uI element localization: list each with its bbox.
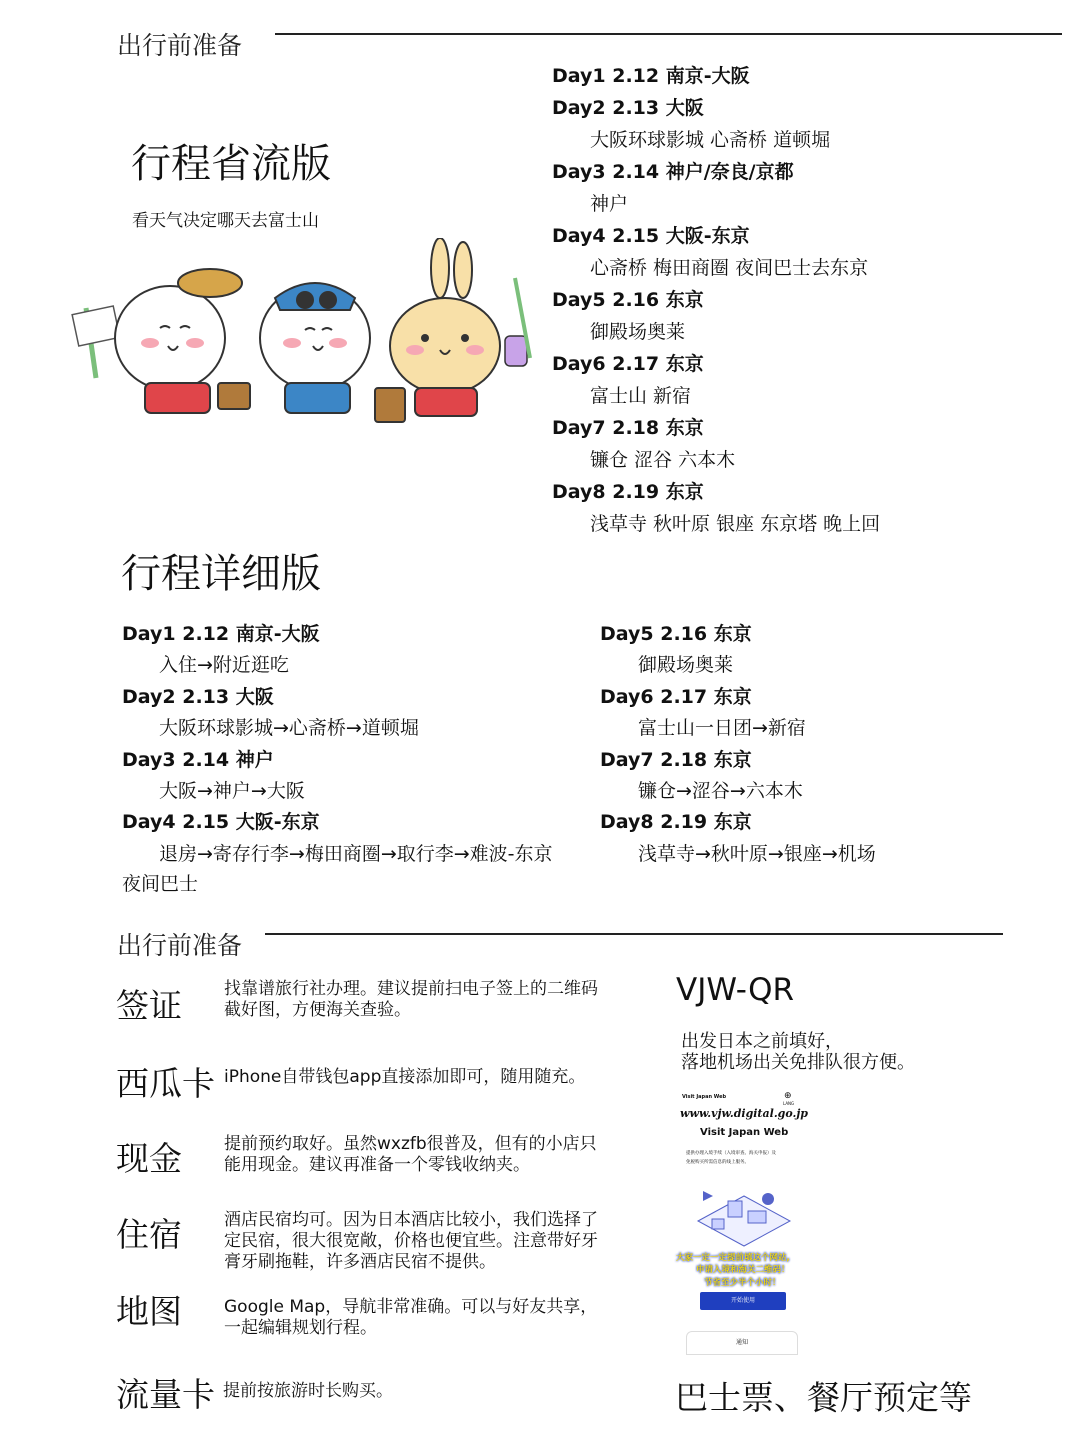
bunny-ear [431,238,449,298]
brief-day-activities: 镰仓 涩谷 六本木 [590,449,736,471]
detail-left-tail: 夜间巴士 [122,873,199,895]
brief-day-activities: 浅草寺 秋叶原 银座 东京塔 晚上回 [590,513,881,535]
header-rule [275,33,1062,35]
character-3-head [390,298,500,394]
brief-day-activities: 富士山 新宿 [590,385,692,407]
brief-day-title: Day7 2.18 东京 [552,417,704,439]
brief-day-activities: 心斋桥 梅田商圈 夜间巴士去东京 [590,257,869,279]
prep-description: Google Map，导航非常准确。可以与好友共享，一起编辑规划行程。 [224,1297,598,1338]
detail-day-route: 御殿场奥莱 [638,654,734,677]
detail-day-title: Day7 2.18 东京 [600,748,752,771]
brief-day-title: Day8 2.19 东京 [552,481,704,503]
character-1-head [115,286,225,390]
suitcase [218,383,250,409]
brief-day-title: Day1 2.12 南京-大阪 [552,65,750,87]
vjw-phone-screenshot [676,1083,812,1355]
detail-title: 行程详细版 [121,551,321,597]
sailor-cap [275,283,355,310]
notice-tab[interactable]: 通知 [686,1331,798,1355]
airport-illustration [688,1171,800,1255]
detail-day-title: Day2 2.13 大阪 [122,685,274,708]
detail-day-title: Day1 2.12 南京-大阪 [122,623,320,645]
character-2-shirt [285,383,350,413]
detail-day-title: Day6 2.17 东京 [600,685,752,708]
prep-category: 地图 [116,1292,182,1331]
character-3-shirt [415,388,477,416]
vjw-brand: Visit Japan Web [682,1094,727,1100]
section-header-2: 出行前准备 [117,931,243,960]
globe-icon[interactable]: ⊕ [784,1091,792,1101]
detail-day-route: 入住→附近逛吃 [159,654,289,677]
prep-category: 签证 [116,986,182,1025]
brief-title: 行程省流版 [131,141,331,187]
backpack [375,388,405,422]
weather-note: 看天气决定哪天去富士山 [132,211,319,231]
brief-day-title: Day2 2.13 大阪 [552,97,704,119]
detail-day-title: Day5 2.16 东京 [600,623,752,645]
detail-day-route: 浅草寺→秋叶原→银座→机场 [638,842,876,865]
detail-day-route: 大阪环球影城→心斋桥→道顿堀 [159,717,419,740]
start-button[interactable]: 开始使用 [700,1292,786,1310]
bubble-tea [505,336,527,366]
prep-description: 酒店民宿均可。因为日本酒店比较小，我们选择了定民宿，很大很宽敞，价格也便宜些。注意带好牙膏牙刷拖鞋，许多酒店民宿不提供。 [224,1210,598,1272]
brief-day-title: Day6 2.17 东京 [552,353,704,375]
overlay-line-3: 节省至少半个小时！ [704,1278,781,1288]
prep-category: 西瓜卡 [116,1064,215,1103]
detail-day-route: 镰仓→涩谷→六本木 [638,780,803,802]
brief-day-activities: 御殿场奥莱 [590,321,686,343]
overlay-line-1: 大家一定一定提前填这个网站, [676,1253,790,1263]
detail-day-route: 退房→寄存行李→梅田商圈→取行李→难波-东京 [159,842,553,865]
vjw-url: www.vjw.digital.go.jp [680,1107,808,1120]
detail-day-title: Day3 2.14 神户 [122,748,274,771]
detail-day-route: 大阪→神户→大阪 [159,780,305,802]
brief-day-title: Day5 2.16 东京 [552,289,704,311]
prep-description: iPhone自带钱包app直接添加即可，随用随充。 [224,1067,586,1087]
brief-day-activities: 大阪环球影城 心斋桥 道顿堀 [590,129,831,151]
detail-day-title: Day4 2.15 大阪-东京 [122,811,320,834]
character-1-shirt [145,383,210,413]
prep-description: 找靠谱旅行社办理。建议提前扫电子签上的二维码截好图，方便海关查验。 [224,979,598,1020]
prep-category: 流量卡 [116,1375,215,1414]
prep-description: 提前预约取好。虽然wxzfb很普及，但有的小店只能用现金。建议再准备一个零钱收纳夹。 [224,1134,597,1175]
overlay-line-2: 申请入境和海关二维码！ [696,1265,790,1275]
prep-category: 现金 [116,1139,182,1178]
vjw-text-line-1: 提供办理入境手续（入境审查、海关申报）及 [686,1151,776,1156]
vjw-screen-title: Visit Japan Web [700,1127,789,1138]
straw-hat [178,269,242,297]
brief-day-title: Day4 2.15 大阪-东京 [552,225,750,247]
detail-day-route: 富士山一日团→新宿 [638,717,806,740]
vjw-title: VJW-QR [676,972,795,1008]
prep-category: 住宿 [116,1215,182,1254]
detail-day-title: Day8 2.19 东京 [600,811,752,834]
travel-characters-illustration [70,238,540,456]
section-header: 出行前准备 [117,31,243,60]
flag [72,306,120,346]
brief-day-activities: 神户 [590,193,629,215]
vjw-desc-line-1: 出发日本之前填好， [681,1031,843,1052]
header-rule-2 [265,933,1003,935]
brief-day-title: Day3 2.14 神户/奈良/京都 [552,161,794,183]
vjw-desc-line-2: 落地机场出关免排队很方便。 [681,1052,915,1073]
lang-label[interactable]: LANG [783,1101,795,1106]
bunny-ear [454,242,472,298]
footer-note: 巴士票、餐厅预定等 [675,1378,972,1417]
vjw-text-line-2: 免税购买所需信息的线上服务。 [686,1160,749,1165]
prep-description: 提前按旅游时长购买。 [223,1381,393,1401]
